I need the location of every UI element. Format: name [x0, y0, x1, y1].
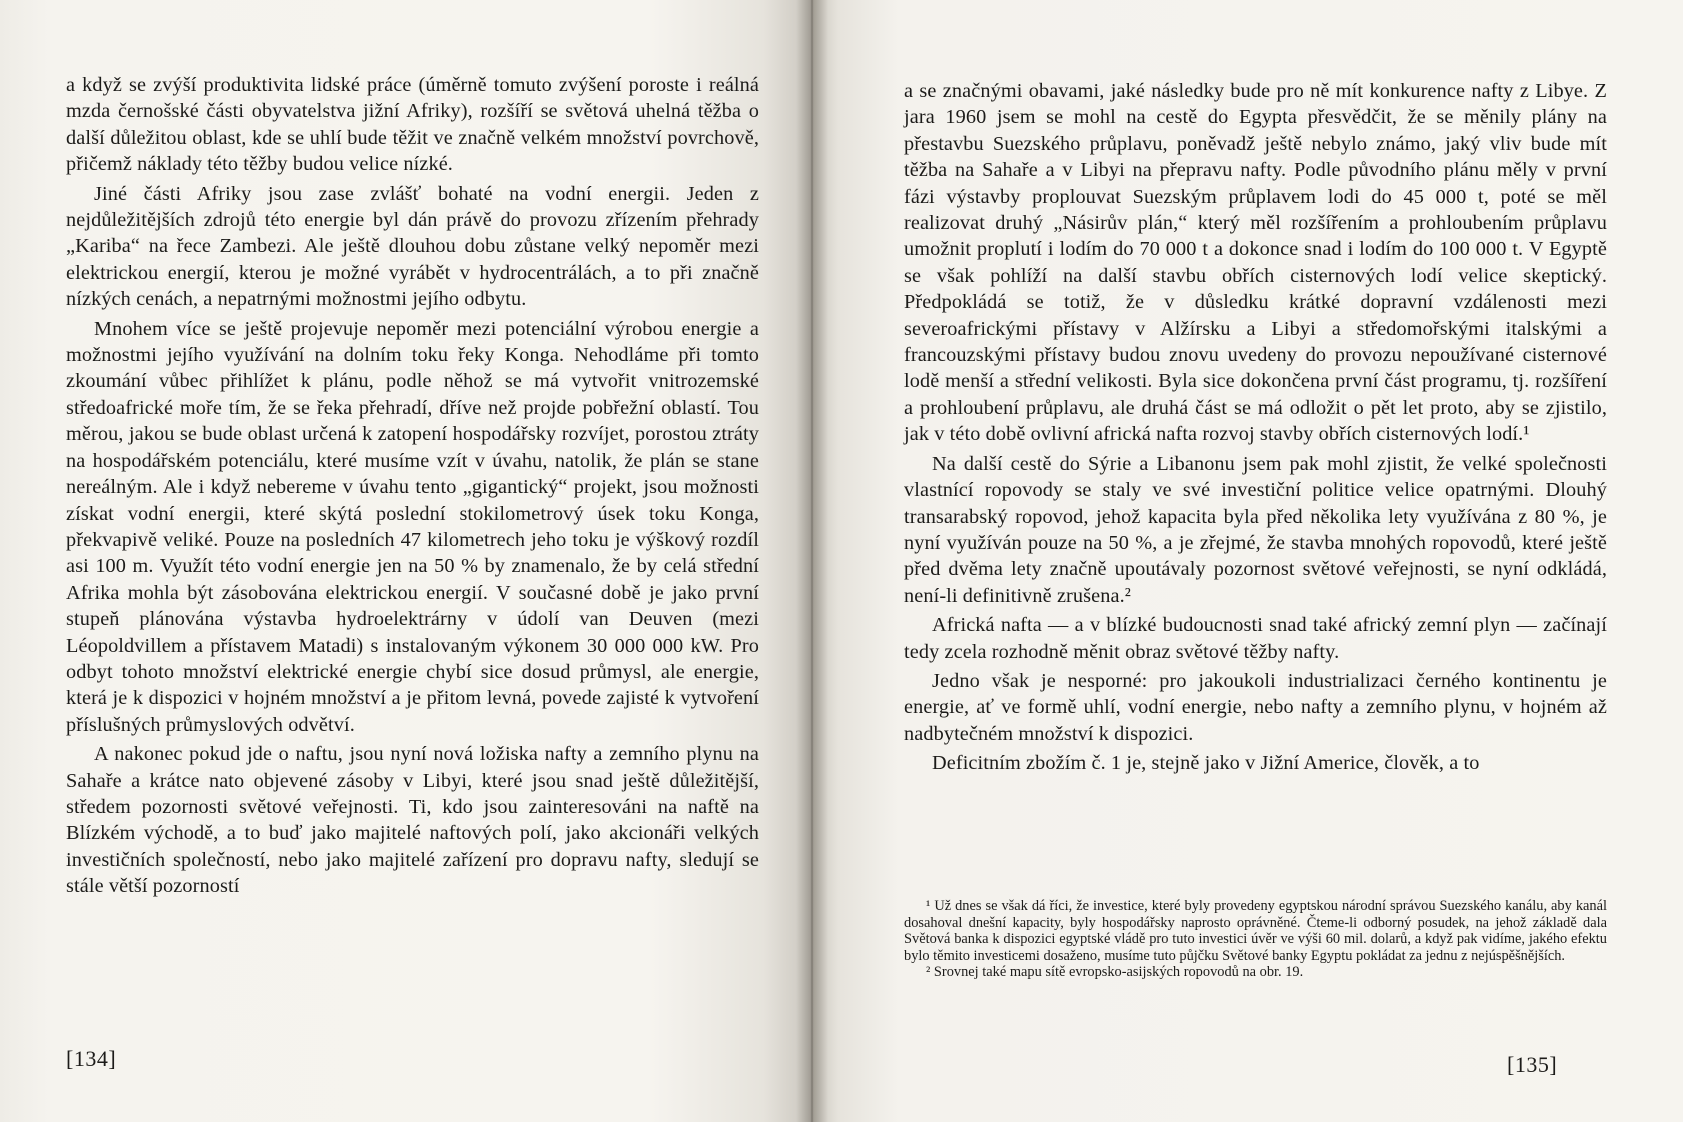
left-page-body: [66, 72, 759, 903]
paragraph: Na další cestě do Sýrie a Libanonu jsem pak mohl zjistit, že velké společnosti vlastnící ropovody se staly ve své investiční politice velice opatrnými. Dlouhý transarabský ropovod, jehož kapacita byla před několika lety využívána z 80 %, je nyní využíván pouze na 50 %, a je zřejmé, že stavba mnohých ropovodů, které ještě před dvěma lety značně upoutávaly pozornost světové veřejnosti, se nyní odkládá, není-li definitivně zrušena.²: [904, 452, 1607, 607]
paragraph: A nakonec pokud jde o naftu, jsou nyní nová ložiska nafty a zemního plynu na Sahaře a krátce nato objevené zásoby v Libyi, které jsou snad ještě důležitější, středem pozornosti světové veřejnosti. Ti, kdo jsou zainteresováni na naftě na Blízkém východě, a to buď jako majitelé naftových polí, jako akcionáři velkých investičních společností, nebo jako majitelé zařízení pro dopravu nafty, sledují se stále větší pozorností: [66, 743, 759, 898]
footnote: ¹ Už dnes se však dá říci, že investice, které byly provedeny egyptskou národní správou Suezského kanálu, aby kanál dosahoval dnešní kapacity, byly hospodářsky naprosto oprávněné. Čteme-li odborný posudek, na jehož základě dala Světová banka k dispozici egyptské vládě pro tuto investici úvěr ve výši 60 mil. dolarů, a když pak vidíme, jakého efektu bylo těmito investicemi dosaženo, musíme tuto půjčku Světové banky Egyptu pokládat za jednu z nejúspěšnějších.: [904, 898, 1607, 964]
paragraph: Mnohem více se ještě projevuje nepoměr mezi potenciální výrobou energie a možnostmi jejího využívání na dolním toku řeky Konga. Nehodláme při tomto zkoumání vůbec přihlížet k plánu, podle něhož se má vytvořit vnitrozemské středoafrické moře tím, že se řeka přehradí, dříve než projde pobřežní oblastí. Tou měrou, jakou se bude oblast určená k zatopení hospodářsky rozvíjet, porostou ztráty na hospodářském potenciálu, které musíme vzít v úvahu, natolik, že plán se stane nereálným. Ale i když nebereme v úvahu tento „gigantický“ projekt, jsou možnosti získat vodní energii, které skýtá poslední stokilometrový úsek toku Konga, překvapivě veliké. Pouze na posledních 47 kilometrech jeho toku je výškový rozdíl asi 100 m. Využít této vodní energie jen na 50 % by znamenalo, že by celá střední Afrika mohla být zásobována elektrickou energií. V současné době je jako první stupeň plánována výstavba hydroelektrárny v údolí van Deuven (mezi Léopoldvillem a přístavem Matadi) s instalovaným výkonem 30 000 000 kW. Pro odbyt tohoto množství elektrické energie chybí sice dosud průmysl, ale energie, která je k dispozici v hojném množství a je přitom levná, povede zajisté k vytvoření příslušných průmyslových odvětví.: [66, 317, 759, 736]
right-page: [812, 0, 1683, 1122]
paragraph: Jiné části Afriky jsou zase zvlášť bohaté na vodní energii. Jeden z nejdůležitějších zdrojů této energie byl dán právě do provozu zřízením přehrady „Kariba“ na řece Zambezi. Ale ještě dlouhou dobu zůstane velký nepoměr mezi elektrickou energií, kterou je možné vyrábět v hydrocentrálách, a to při značně nízkých cenách, a nepatrnými možnostmi jejího odbytu.: [66, 182, 759, 311]
right-page-body: [904, 78, 1607, 780]
paragraph: Deficitním zbožím č. 1 je, stejně jako v Jižní Americe, člověk, a to: [932, 752, 1480, 775]
page-number: [134]: [66, 1046, 117, 1071]
paragraph: a se značnými obavami, jaké následky bude pro ně mít konkurence nafty z Libye. Z jara 1960 jsem se mohl na cestě do Egypta přesvědčit, že se měnily plány na přestavbu Suezského průplavu, poněvadž ještě nebylo známo, jaký vliv bude mít těžba na Sahaře a v Libyi na přepravu nafty. Podle původního plánu měly v první fázi výstavby proplouvat Suezským průplavem lodi do 45 000 t, poté se měl realizovat druhý „Násirův plán,“ který měl rozšířením a prohloubením průplavu umožnit proplutí i lodím do 70 000 t a dokonce snad i lodím do 100 000 t. V Egyptě se však pohlíží na další stavbu obřích cisternových lodí velice skeptický. Předpokládá se totiž, že v důsledku krátké dopravní vzdálenosti mezi severoafrickými přístavy v Alžírsku a Libyi a středomořskými italskými a francouzskými přístavy budou znovu uvedeny do provozu nepoužívané cisternové lodě menší a střední velikosti. Byla sice dokončena první část programu, tj. rozšíření a prohloubení průplavu, ale druhá část se má odložit o pět let proto, aby se zjistilo, jak v této době ovlivní africká nafta rozvoj stavby obřích cisternových lodí.¹: [904, 80, 1607, 446]
paragraph: Jedno však je nesporné: pro jakoukoli industrializaci černého kontinentu je energie, ať ve formě uhlí, vodní energie, nebo nafty a zemního plynu, v hojném až nadbytečném množství k dispozici.: [904, 669, 1607, 745]
left-page: [0, 0, 812, 1122]
book-gutter: [796, 0, 828, 1122]
paragraph: Africká nafta — a v blízké budoucnosti snad také africký zemní plyn — začínají tedy zcela rozhodně měnit obraz světové těžby nafty.: [904, 614, 1607, 663]
page-number: [135]: [1507, 1052, 1558, 1077]
paragraph: a když se zvýší produktivita lidské práce (úměrně tomuto zvýšení poroste i reálná mzda černošské části obyvatelstva jižní Afriky), rozšíří se světová uhelná těžba o další důležitou oblast, kde se uhlí bude těžit ve značně velkém množství povrchově, přičemž náklady této těžby budou velice nízké.: [66, 74, 759, 176]
footnotes: [904, 898, 1607, 981]
footnote: ² Srovnej také mapu sítě evropsko-asijských ropovodů na obr. 19.: [926, 964, 1304, 981]
